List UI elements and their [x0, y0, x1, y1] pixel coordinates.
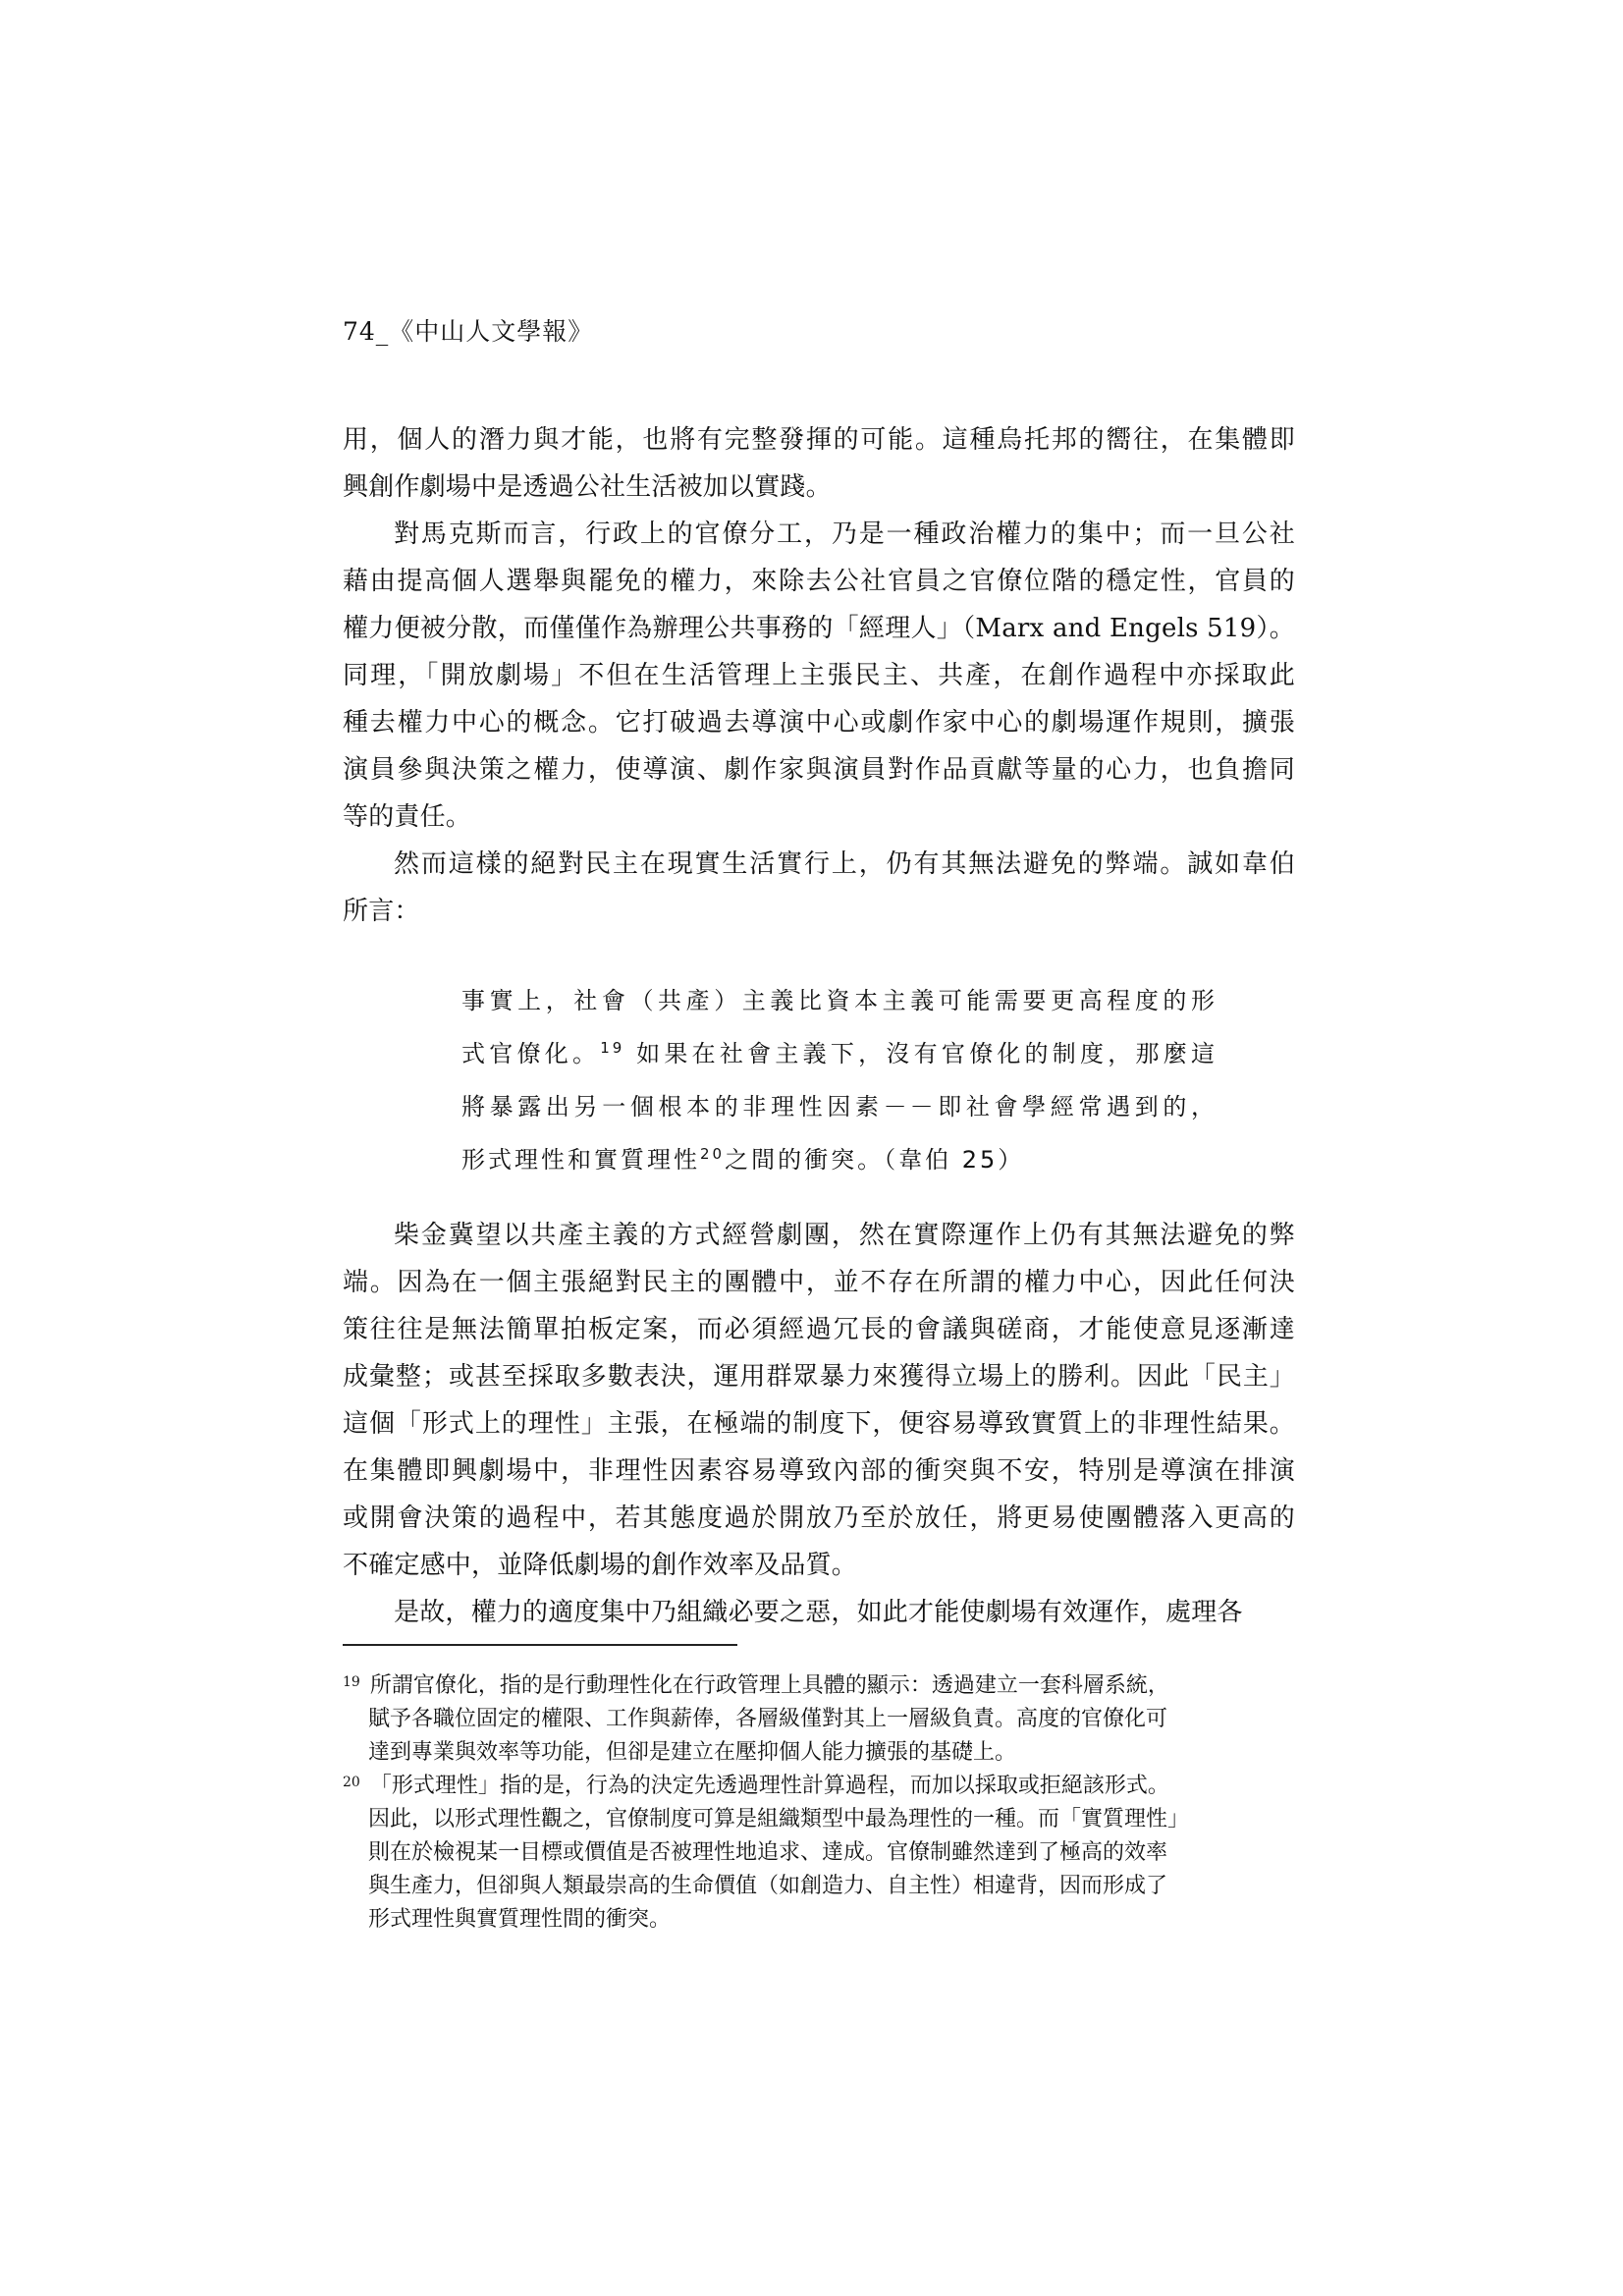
quote-line: 將暴露出另一個根本的非理性因素－－即社會學經常遇到的， — [461, 1093, 1217, 1121]
footnote-number: 20 — [343, 1775, 360, 1790]
footnote-text: 達到專業與效率等功能，但卻是建立在壓抑個人能力擴張的基礎上。 — [368, 1740, 1017, 1765]
text-line: 端。因為在一個主張絕對民主的團體中，並不存在所謂的權力中心，因此任何決 — [343, 1268, 1295, 1297]
block-quote — [461, 974, 1217, 1186]
footnote-ref-19: 19 — [600, 1039, 625, 1057]
text-line: 用，個人的潛力與才能，也將有完整發揮的可能。這種烏托邦的嚮往，在集體即 — [343, 425, 1295, 455]
footnote-text: 則在於檢視某一目標或價值是否被理性地追求、達成。官僚制雖然達到了極高的效率 — [368, 1840, 1168, 1865]
text-line: 等的責任。 — [343, 802, 472, 832]
text-line: 是故，權力的適度集中乃組織必要之惡，如此才能使劇場有效運作，處理各 — [394, 1598, 1243, 1627]
footnote-rule — [343, 1644, 737, 1646]
text-line: 演員參與決策之權力，使導演、劇作家與演員對作品貢獻等量的心力，也負擔同 — [343, 755, 1295, 785]
quote-text: 如果在社會主義下，沒有官僚化的制度，那麼這 — [624, 1040, 1218, 1067]
text-line: 策往往是無法簡單拍板定案，而必須經過冗長的會議與磋商，才能使意見逐漸達 — [343, 1315, 1295, 1344]
quote-text: 式官僚化。 — [461, 1040, 601, 1067]
text-line: 對馬克斯而言，行政上的官僚分工，乃是一種政治權力的集中；而一旦公社 — [394, 519, 1295, 549]
running-head: 74_《中山人文學報》 — [343, 317, 594, 346]
paragraph-5 — [343, 1589, 1295, 1636]
text-line: 權力便被分散，而僅僅作為辦理公共事務的「經理人」（Marx and Engels 519）。 — [343, 614, 1295, 643]
footnote-number: 19 — [343, 1674, 360, 1690]
footnote-text: 形式理性與實質理性間的衝突。 — [368, 1907, 672, 1932]
text-line: 或開會決策的過程中，若其態度過於開放乃至於放任，將更易使團體落入更高的 — [343, 1503, 1295, 1533]
quote-text: 之間的衝突。（韋伯 25） — [725, 1146, 1025, 1174]
footnote-ref-20: 20 — [700, 1145, 726, 1163]
text-line: 成彙整；或甚至採取多數表決，運用群眾暴力來獲得立場上的勝利。因此「民主」 — [343, 1362, 1295, 1392]
text-line: 不確定感中，並降低劇場的創作效率及品質。 — [343, 1551, 858, 1580]
quote-line — [461, 1027, 1217, 1080]
footnotes — [343, 1669, 1295, 1937]
footnote-19 — [343, 1669, 1295, 1770]
text-line: 在集體即興劇場中，非理性因素容易導致內部的衝突與不安，特別是導演在排演 — [343, 1456, 1295, 1486]
paragraph-4 — [343, 1212, 1295, 1589]
footnote-20 — [343, 1770, 1295, 1937]
footnote-text: 「形式理性」指的是，行為的決定先透過理性計算過程，而加以採取或拒絕該形式。 — [369, 1774, 1169, 1798]
text-line: 然而這樣的絕對民主在現實生活實行上，仍有其無法避免的弊端。誠如韋伯 — [394, 849, 1295, 879]
text-line: 種去權力中心的概念。它打破過去導演中心或劇作家中心的劇場運作規則，擴張 — [343, 708, 1295, 738]
quote-text: 形式理性和實質理性 — [461, 1146, 700, 1174]
footnote-text: 所謂官僚化，指的是行動理性化在行政管理上具體的顯示：透過建立一套科層系統， — [369, 1673, 1169, 1698]
text-line: 這個「形式上的理性」主張，在極端的制度下，便容易導致實質上的非理性結果。 — [343, 1409, 1295, 1439]
paragraph-1 — [343, 416, 1295, 511]
text-line: 所言： — [343, 897, 420, 926]
text-line: 興創作劇場中是透過公社生活被加以實踐。 — [343, 472, 832, 502]
quote-line — [461, 1133, 1217, 1186]
footnote-text: 因此，以形式理性觀之，官僚制度可算是組織類型中最為理性的一種。而「實質理性」 — [368, 1807, 1190, 1831]
paragraph-3 — [343, 841, 1295, 935]
footnote-text: 賦予各職位固定的權限、工作與薪俸，各層級僅對其上一層級負責。高度的官僚化可 — [368, 1707, 1168, 1731]
paragraph-2 — [343, 511, 1295, 841]
footnote-text: 與生產力，但卻與人類最崇高的生命價值（如創造力、自主性）相違背，因而形成了 — [368, 1874, 1168, 1898]
text-line: 柴金冀望以共產主義的方式經營劇團，然在實際運作上仍有其無法避免的弊 — [394, 1221, 1295, 1250]
text-line: 藉由提高個人選舉與罷免的權力，來除去公社官員之官僚位階的穩定性，官員的 — [343, 567, 1295, 596]
text-line: 同理，「開放劇場」不但在生活管理上主張民主、共產，在創作過程中亦採取此 — [343, 661, 1295, 690]
quote-line: 事實上，社會（共產）主義比資本主義可能需要更高程度的形 — [461, 987, 1217, 1014]
